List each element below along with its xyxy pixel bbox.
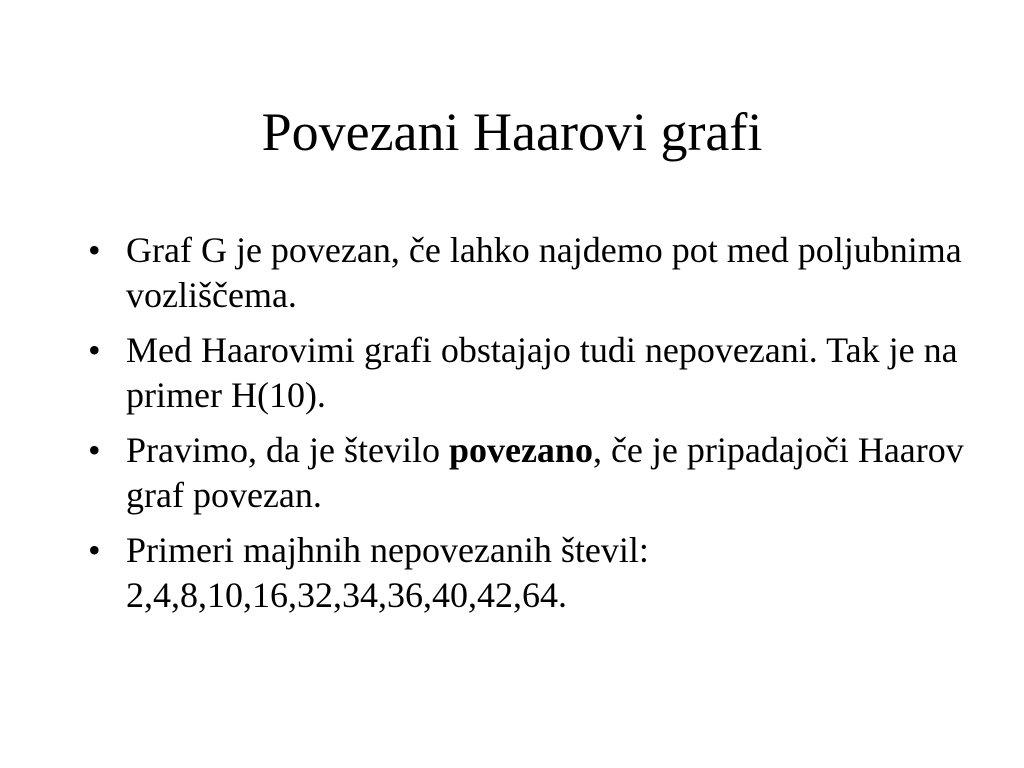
bullet-bold-term: povezano (448, 430, 593, 470)
bullet-text: Graf G je povezan, če lahko najdemo pot med poljubnima vozliščema. (126, 230, 962, 315)
bullet-list (88, 228, 968, 628)
bullet-text: Primeri majhnih nepovezanih števil: 2,4,8,10,16,32,34,36,40,42,64. (126, 530, 649, 615)
bullet-dot-icon: • (88, 330, 101, 370)
bullet-text-after: , če je pripadajoči Haarov graf povezan. (126, 430, 964, 515)
bullet-item (88, 228, 968, 318)
bullet-item (88, 528, 968, 618)
bullet-text-before: Pravimo, da je število (126, 430, 449, 470)
bullet-dot-icon: • (88, 230, 101, 270)
bullet-item (88, 428, 968, 518)
slide-title: Povezani Haarovi grafi (261, 102, 763, 162)
bullet-item (88, 328, 968, 418)
bullet-text: Med Haarovimi grafi obstajajo tudi nepovezani. Tak je na primer H(10). (126, 330, 958, 415)
bullet-dot-icon: • (88, 530, 101, 570)
bullet-dot-icon: • (88, 430, 101, 470)
